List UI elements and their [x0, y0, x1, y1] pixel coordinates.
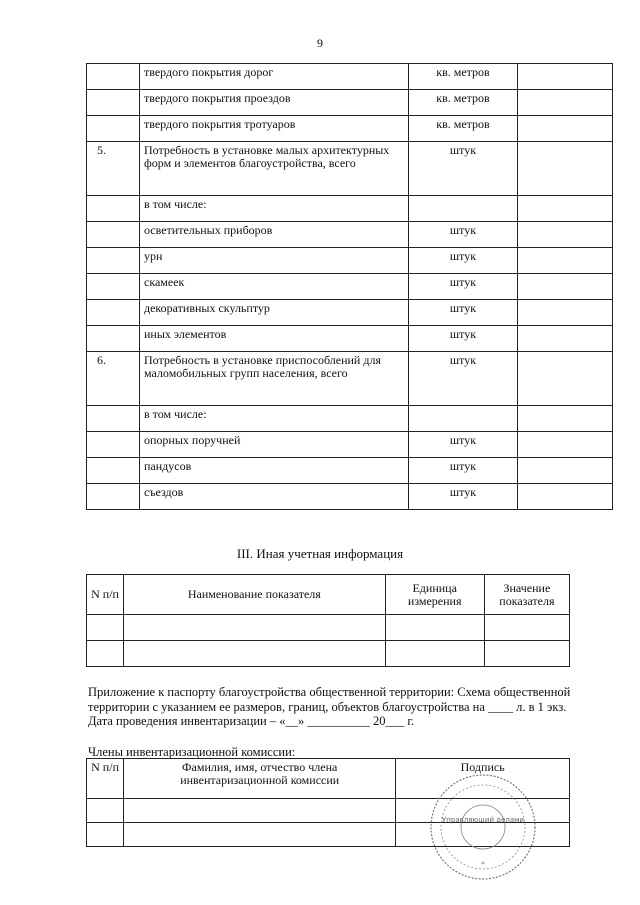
header-indicator: Наименование показателя [124, 575, 386, 615]
svg-text:*: * [481, 860, 485, 869]
cell-num [87, 406, 140, 432]
cell-unit: кв. метров [409, 116, 518, 142]
table-row [87, 406, 613, 432]
page-number: 9 [317, 36, 323, 50]
cell-name: съездов [140, 484, 409, 510]
table-row [87, 484, 613, 510]
needs-table [86, 63, 613, 510]
other-info-table [86, 574, 570, 667]
cell-unit: штук [409, 352, 518, 406]
cell-name: скамеек [140, 274, 409, 300]
table-row [87, 222, 613, 248]
header-signature: Подпись [396, 759, 570, 799]
official-seal [428, 772, 538, 882]
table-row [87, 300, 613, 326]
header-num: N п/п [87, 575, 124, 615]
cell-num [87, 274, 140, 300]
cell-num: 6. [87, 352, 140, 406]
cell-value [518, 458, 613, 484]
cell-name: в том числе: [140, 196, 409, 222]
cell-unit: штук [409, 274, 518, 300]
cell-value [518, 352, 613, 406]
cell-num [87, 222, 140, 248]
cell-num: 5. [87, 142, 140, 196]
cell-unit [409, 406, 518, 432]
appendix-line-1: Приложение к паспорту благоустройства общественной территории: Схема общественной территории с указанием ее размеров, границ, объектов благоустройства на ____ л. в 1 экз. [88, 685, 571, 714]
cell-unit: кв. метров [409, 90, 518, 116]
header-fio: Фамилия, имя, отчество члена инвентаризационной комиссии [124, 759, 396, 799]
cell-name: пандусов [140, 458, 409, 484]
appendix-line-2: Дата проведения инвентаризации – «__» __________ 20___ г. [88, 714, 415, 728]
table-row [87, 116, 613, 142]
table-row [87, 90, 613, 116]
cell-name: Потребность в установке малых архитектурных форм и элементов благоустройства, всего [140, 142, 409, 196]
cell-num [87, 90, 140, 116]
table-row [87, 64, 613, 90]
table-row [87, 352, 613, 406]
cell-name: иных элементов [140, 326, 409, 352]
cell-unit: штук [409, 300, 518, 326]
cell-num [87, 484, 140, 510]
cell-value [518, 326, 613, 352]
table-row [87, 326, 613, 352]
cell-unit: штук [409, 484, 518, 510]
table-row [87, 432, 613, 458]
cell-num [87, 458, 140, 484]
cell-unit [409, 196, 518, 222]
cell-unit: штук [409, 326, 518, 352]
header-num: N п/п [87, 759, 124, 799]
seal-text: Управляющий делами [442, 816, 524, 824]
cell-unit: штук [409, 458, 518, 484]
cell-name: твердого покрытия дорог [140, 64, 409, 90]
cell-value [518, 116, 613, 142]
cell-value [518, 64, 613, 90]
cell-value [518, 300, 613, 326]
cell-value [518, 432, 613, 458]
header-unit: Единица измерения [385, 575, 484, 615]
table-row [87, 615, 570, 641]
cell-num [87, 64, 140, 90]
cell-unit: штук [409, 432, 518, 458]
cell-num [87, 326, 140, 352]
cell-num [87, 300, 140, 326]
cell-value [518, 248, 613, 274]
cell-num [87, 116, 140, 142]
appendix-text [88, 685, 588, 729]
header-value: Значение показателя [484, 575, 569, 615]
cell-name: осветительных приборов [140, 222, 409, 248]
cell-name: в том числе: [140, 406, 409, 432]
table-row [87, 196, 613, 222]
cell-value [518, 222, 613, 248]
table-row [87, 458, 613, 484]
cell-unit: штук [409, 142, 518, 196]
table-row [87, 274, 613, 300]
cell-name: опорных поручней [140, 432, 409, 458]
cell-unit: штук [409, 222, 518, 248]
cell-value [518, 142, 613, 196]
cell-name: декоративных скульптур [140, 300, 409, 326]
cell-value [518, 274, 613, 300]
cell-value [518, 90, 613, 116]
table-row [87, 142, 613, 196]
cell-value [518, 196, 613, 222]
cell-num [87, 432, 140, 458]
cell-num [87, 196, 140, 222]
cell-name: твердого покрытия проездов [140, 90, 409, 116]
cell-num [87, 248, 140, 274]
table-row [87, 641, 570, 667]
section-title: III. Иная учетная информация [236, 546, 404, 561]
table-row [87, 248, 613, 274]
commission-title: Члены инвентаризационной комиссии: [88, 745, 296, 759]
cell-name: урн [140, 248, 409, 274]
cell-name: твердого покрытия тротуаров [140, 116, 409, 142]
cell-value [518, 406, 613, 432]
cell-name: Потребность в установке приспособлений для маломобильных групп населения, всего [140, 352, 409, 406]
cell-value [518, 484, 613, 510]
cell-unit: штук [409, 248, 518, 274]
cell-unit: кв. метров [409, 64, 518, 90]
